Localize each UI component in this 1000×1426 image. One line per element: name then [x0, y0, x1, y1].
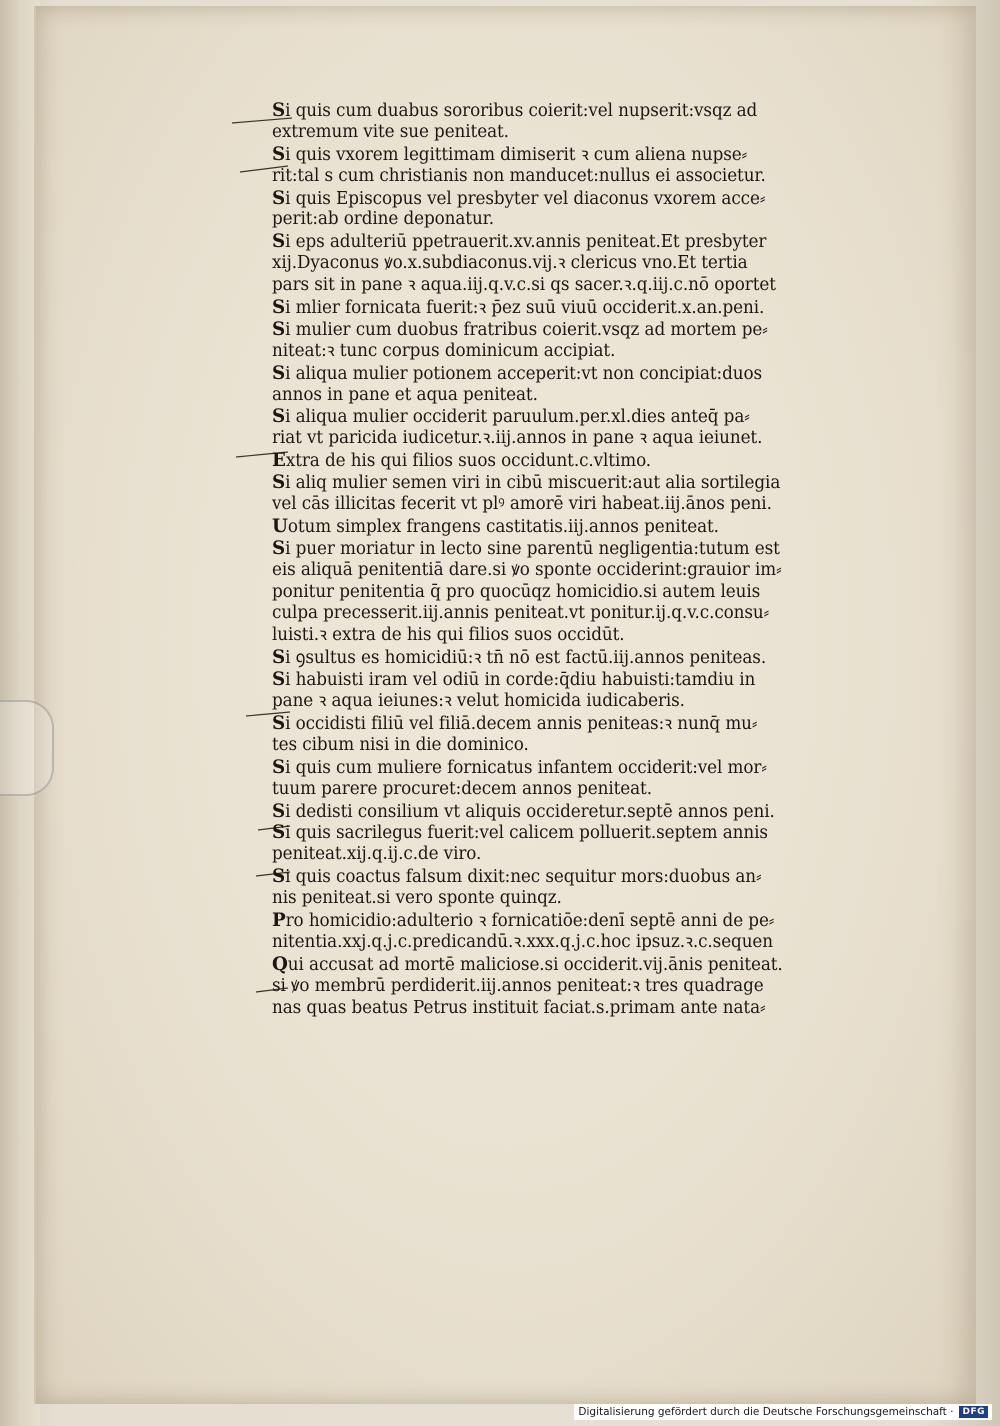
text-line: Si occidisti filiū vel filiā.decem annis peniteas:ꝛ nunq̄ mu⸗ — [272, 711, 758, 734]
text-line: Si aliqua mulier occiderit paruulum.per.xl.dies anteq̄ pa⸗ — [272, 405, 750, 428]
text-line: rit:tal s cum christianis non manducet:nullus ei associetur. — [272, 165, 766, 186]
text-line: Si quis cum duabus sororibus coierit:vel nupserit:vsqz ad — [272, 99, 758, 121]
text-line: nas quas beatus Petrus instituit faciat.s.primam ante nata⸗ — [272, 997, 766, 1018]
text-line: Si habuisti iram vel odiū in corde:q̄diu habuisti:tamdiu in — [272, 668, 756, 691]
text-line: tes cibum nisi in die dominico. — [272, 734, 529, 755]
text-line: Si quis Episcopus vel presbyter vel diaconus vxorem acce⸗ — [272, 186, 766, 209]
text-line: riat vt paricida iudicetur.ꝛ.iij.annos in pane ꝛ aqua ieiunet. — [272, 428, 763, 449]
text-line: Uotum simplex frangens castitatis.iij.annos peniteat. — [272, 514, 719, 537]
text-line: Si quis vxorem legittimam dimiserit ꝛ cum aliena nupse⸗ — [272, 142, 748, 165]
text-line: ponitur penitentia q̄ pro quocūqz homicidio.si autem leuis — [272, 581, 761, 602]
text-line: tuum parere procuret:decem annos peniteat. — [272, 778, 652, 799]
text-line: Si aliqua mulier potionem acceperit:vt non concipiat:duos — [272, 361, 763, 384]
text-line: Si eps adulteriū ppetrauerit.xv.annis peniteat.Et presbyter — [272, 230, 767, 253]
text-line: Si puer moriatur in lecto sine parentū negligentia:tutum est — [272, 536, 780, 559]
text-line: Extra de his qui filios suos occidunt.c.vltimo. — [272, 449, 652, 472]
text-block — [272, 100, 892, 1019]
text-line: eis aliquā penitentiā dare.si ꝟo sponte occiderint:grauior im⸗ — [272, 559, 782, 580]
text-line: culpa precesserit.iij.annis peniteat.vt ponitur.ij.q.v.c.consu⸗ — [272, 603, 770, 624]
text-line: Si quis sacrilegus fuerit:vel calicem polluerit.septem annis — [272, 821, 768, 844]
text-line: Pro homicidio:adulterio ꝛ fornicatiōe:denī septē anni de pe⸗ — [272, 908, 775, 931]
text-line: Si quis cum muliere fornicatus infantem occiderit:vel mor⸗ — [272, 755, 767, 778]
text-line: annos in pane et aqua peniteat. — [272, 384, 538, 405]
text-line: si ꝟo membrū perdiderit.iij.annos peniteat:ꝛ tres quadrage — [272, 975, 764, 996]
text-line: Si quis coactus falsum dixit:nec sequitur mors:duobus an⸗ — [272, 865, 762, 888]
text-line: nis peniteat.si vero sponte quinqz. — [272, 888, 562, 909]
funding-credit-text: Digitalisierung gefördert durch die Deutsche Forschungsgemeinschaft · — [578, 1406, 954, 1418]
text-line: xij.Dyaconus ꝟo.x.subdiaconus.vij.ꝛ clericus vno.Et tertia — [272, 253, 748, 274]
text-line: Qui accusat ad mortē maliciose.si occiderit.vij.ānis peniteat. — [272, 952, 783, 975]
text-line: niteat:ꝛ tunc corpus dominicum accipiat. — [272, 340, 616, 361]
text-line: Si aliq mulier semen viri in cibū miscuerit:aut alia sortilegia — [272, 471, 781, 494]
text-line: vel cās illicitas fecerit vt plꝰ amorē viri habeat.iij.ānos peni. — [272, 494, 772, 515]
text-line: luisti.ꝛ extra de his qui filios suos occidūt. — [272, 625, 625, 646]
text-line: Si mulier cum duobus fratribus coierit.vsqz ad mortem pe⸗ — [272, 317, 768, 340]
dfg-logo: DFG — [959, 1406, 988, 1418]
text-line: Si dedisti consilium vt aliquis occideretur.septē annos peni. — [272, 799, 775, 822]
text-line: Si mlier fornicata fuerit:ꝛ p̄ez suū viuū occiderit.x.an.peni. — [272, 296, 765, 319]
text-line: perit:ab ordine deponatur. — [272, 209, 494, 230]
text-line: pane ꝛ aqua ieiunes:ꝛ velut homicida iudicaberis. — [272, 691, 685, 712]
text-line: Si ꝯsultus es homicidiū:ꝛ tn̄ nō est factū.iij.annos peniteas. — [272, 646, 767, 669]
text-line: pars sit in pane ꝛ aqua.iij.q.v.c.si qs sacer.ꝛ.q.iij.c.nō oportet — [272, 275, 776, 296]
text-line: peniteat.xij.q.ij.c.de viro. — [272, 844, 482, 865]
text-line: nitentia.xxj.q.j.c.predicandū.ꝛ.xxx.q.j.c.hoc ipsuz.ꝛ.c.sequen — [272, 931, 773, 952]
footer-credit — [574, 1404, 992, 1420]
text-line: extremum vite sue peniteat. — [272, 121, 509, 142]
